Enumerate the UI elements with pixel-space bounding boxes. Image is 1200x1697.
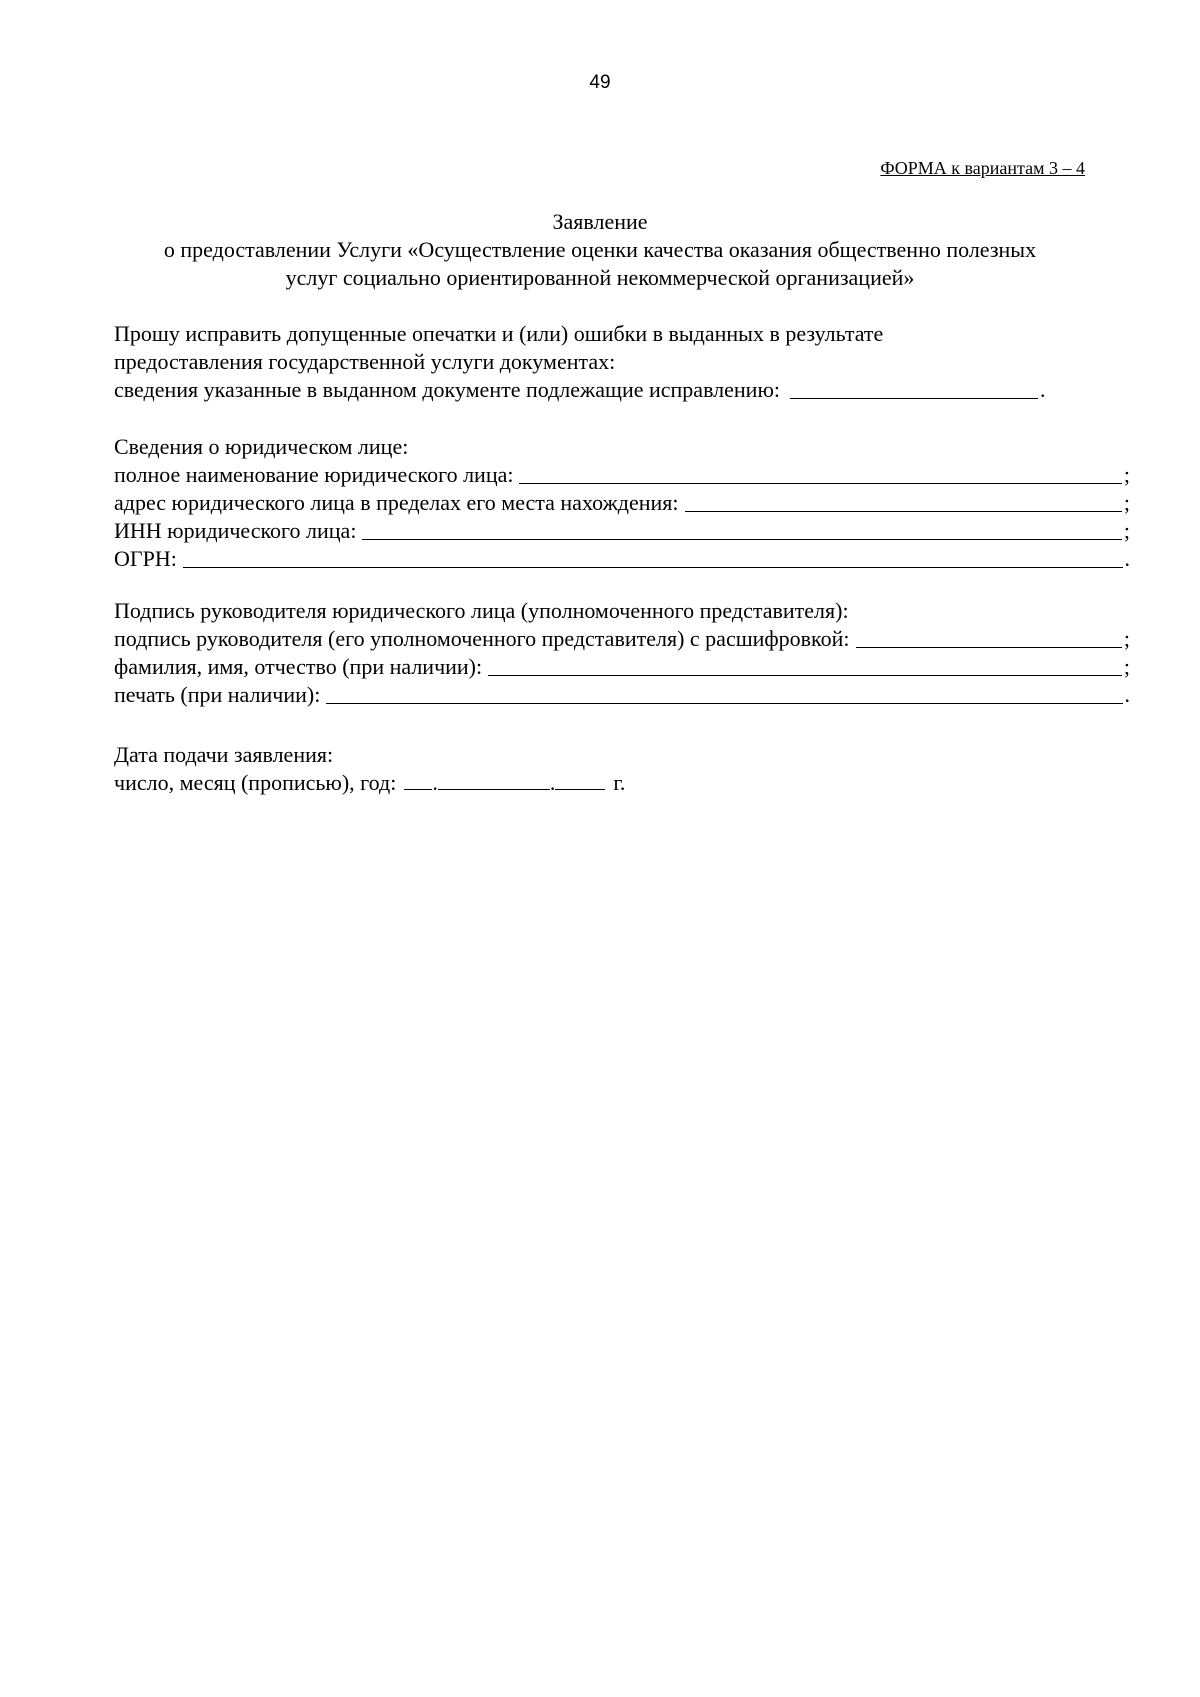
- year-field[interactable]: [555, 769, 605, 790]
- fio-row: [114, 653, 1130, 681]
- date-dot-1: .: [432, 770, 438, 795]
- address-label: адрес юридического лица в пределах его места нахождения:: [114, 490, 679, 515]
- signature-section: [114, 597, 1130, 709]
- sign-field[interactable]: [856, 627, 1122, 648]
- page-number: 49: [589, 72, 611, 93]
- full-name-sep: ;: [1123, 462, 1130, 487]
- ogrn-label: ОГРН:: [114, 546, 177, 571]
- legal-entity-heading: Сведения о юридическом лице:: [114, 434, 409, 459]
- corrections-label: сведения указанные в выданном документе подлежащие исправлению:: [114, 377, 781, 402]
- request-line-2: предоставления государственной услуги документах:: [114, 349, 616, 374]
- address-field[interactable]: [685, 491, 1122, 512]
- corrections-end: .: [1040, 377, 1046, 402]
- address-row: [114, 489, 1130, 517]
- title-line-2: о предоставлении Услуги «Осуществление оценки качества оказания общественно полезных: [163, 237, 1037, 262]
- ogrn-row: [114, 545, 1130, 573]
- date-section: [114, 741, 1130, 797]
- legal-entity-section: [114, 433, 1130, 573]
- ogrn-field[interactable]: [183, 547, 1123, 568]
- full-name-field[interactable]: [519, 463, 1121, 484]
- inn-row: [114, 517, 1130, 545]
- ogrn-sep: .: [1124, 546, 1130, 571]
- stamp-row: [114, 681, 1130, 709]
- month-field[interactable]: [438, 769, 550, 790]
- sign-label: подпись руководителя (его уполномоченного представителя) с расшифровкой:: [114, 626, 850, 651]
- inn-sep: ;: [1123, 518, 1130, 543]
- corrections-row: [114, 376, 1130, 404]
- stamp-field[interactable]: [326, 683, 1122, 704]
- fio-sep: ;: [1123, 654, 1130, 679]
- form-reference: ФОРМА к вариантам 3 – 4: [880, 158, 1085, 178]
- date-row: [114, 769, 1130, 797]
- fio-field[interactable]: [488, 655, 1122, 676]
- inn-field[interactable]: [362, 519, 1121, 540]
- fio-label: фамилия, имя, отчество (при наличии):: [114, 654, 483, 679]
- year-suffix: г.: [613, 770, 626, 795]
- date-label: число, месяц (прописью), год:: [114, 770, 397, 795]
- request-line-1: Прошу исправить допущенные опечатки и (или) ошибки в выданных в результате: [114, 321, 884, 346]
- full-name-row: [114, 461, 1130, 489]
- full-name-label: полное наименование юридического лица:: [114, 462, 514, 487]
- title-line-1: Заявление: [552, 209, 648, 234]
- address-sep: ;: [1123, 490, 1130, 515]
- sign-sep: ;: [1123, 626, 1130, 651]
- stamp-sep: .: [1124, 682, 1130, 707]
- document-title: [0, 208, 1200, 292]
- stamp-label: печать (при наличии):: [114, 682, 321, 707]
- date-dot-2: .: [549, 770, 556, 795]
- request-section: [114, 320, 1130, 404]
- sign-row: [114, 625, 1130, 653]
- day-field[interactable]: [404, 769, 432, 790]
- title-line-3: услуг социально ориентированной некоммерческой организацией»: [285, 265, 915, 290]
- corrections-field[interactable]: [790, 378, 1038, 399]
- signature-heading: Подпись руководителя юридического лица (уполномоченного представителя):: [114, 598, 849, 623]
- inn-label: ИНН юридического лица:: [114, 518, 357, 543]
- date-heading: Дата подачи заявления:: [114, 742, 334, 767]
